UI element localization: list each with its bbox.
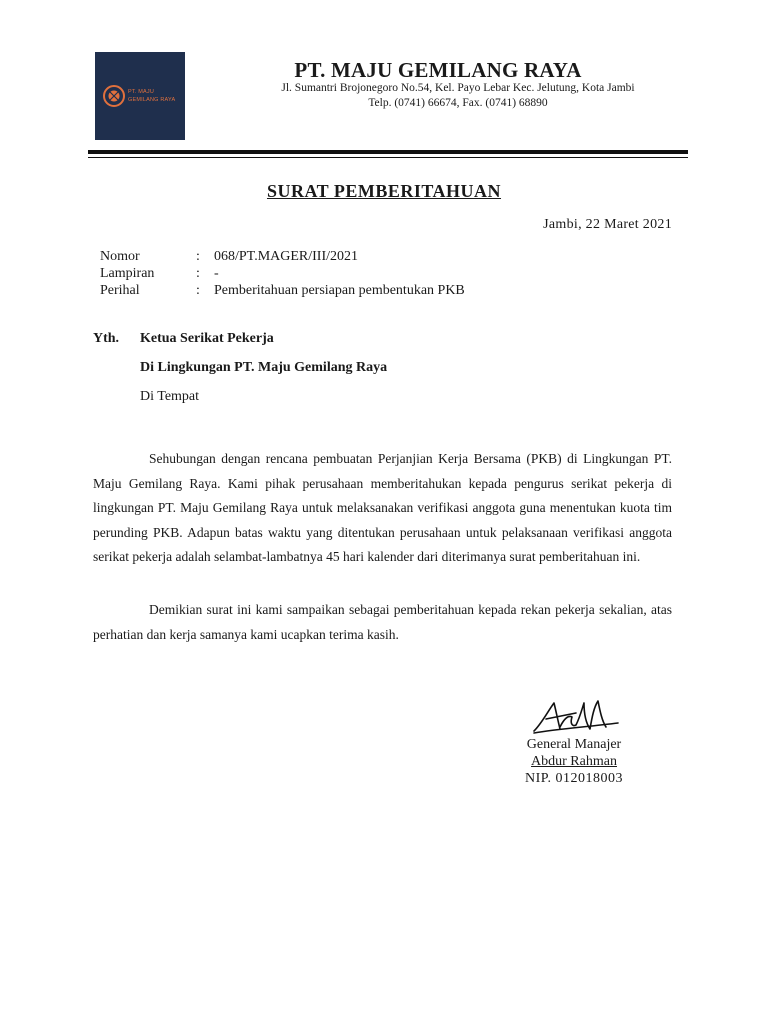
meta-label: Lampiran [100, 266, 155, 281]
meta-value: Pemberitahuan persiapan pembentukan PKB [214, 283, 465, 298]
meta-value: 068/PT.MAGER/III/2021 [214, 249, 359, 264]
company-name: PT. MAJU GEMILANG RAYA [294, 58, 582, 82]
signer-name: Abdur Rahman [531, 754, 617, 769]
signer-role: General Manajer [526, 737, 622, 752]
logo-text [128, 88, 175, 104]
letterhead-rule-thick [88, 150, 688, 154]
letter-date: Jambi, 22 Maret 2021 [543, 217, 672, 232]
body-paragraph-2: Demikian surat ini kami sampaikan sebagai pemberitahuan kepada rekan pekerja sekalian, atas perhatian dan kerja samanya kami ucapkan terima kasih. [93, 602, 672, 642]
letterhead-rule-thin [88, 157, 688, 158]
recipient-title: Ketua Serikat Pekerja [140, 331, 274, 346]
letter-title: SURAT PEMBERITAHUAN [266, 181, 502, 201]
recipient-salutation: Yth. [93, 331, 120, 346]
body-paragraph-1: Sehubungan dengan rencana pembuatan Perjanjian Kerja Bersama (PKB) di Lingkungan PT. Maju Gemilang Raya. Kami pihak perusahaan memberitahukan kepada pengurus serikat pekerja di lingkungan PT. Maju Gemilang Raya untuk melaksanakan verifikasi anggota guna menentukan kuota tim perunding PKB. Adapun batas waktu yang ditentukan perusahaan untuk pelaksanaan verifikasi anggota serikat pekerja adalah selambat-lambatnya 45 hari kalender dari diterimanya surat pemberitahuan ini. [93, 451, 672, 564]
meta-row-lampiran [100, 266, 219, 282]
meta-label: Perihal [100, 283, 140, 298]
logo-emblem-icon [102, 84, 126, 108]
signer-nip: NIP. 012018003 [524, 771, 623, 786]
signature-block [512, 697, 636, 787]
meta-label: Nomor [100, 249, 140, 264]
logo-text-line2: GEMILANG RAYA [128, 97, 176, 103]
meta-separator: : [196, 249, 200, 264]
handwritten-signature [526, 697, 622, 739]
meta-value: - [214, 266, 219, 281]
recipient-place: Di Tempat [140, 389, 200, 404]
company-address: Jl. Sumantri Brojonegoro No.54, Kel. Payo Lebar Kec. Jelutung, Kota Jambi [281, 82, 635, 94]
meta-separator: : [196, 283, 200, 298]
meta-row-nomor [100, 249, 358, 265]
company-contact: Telp. (0741) 66674, Fax. (0741) 68890 [368, 97, 548, 109]
logo-text-line1: PT. MAJU [128, 89, 155, 95]
meta-separator: : [196, 266, 200, 281]
recipient-location: Di Lingkungan PT. Maju Gemilang Raya [140, 360, 388, 375]
company-logo [95, 52, 185, 140]
meta-row-perihal [100, 283, 465, 299]
